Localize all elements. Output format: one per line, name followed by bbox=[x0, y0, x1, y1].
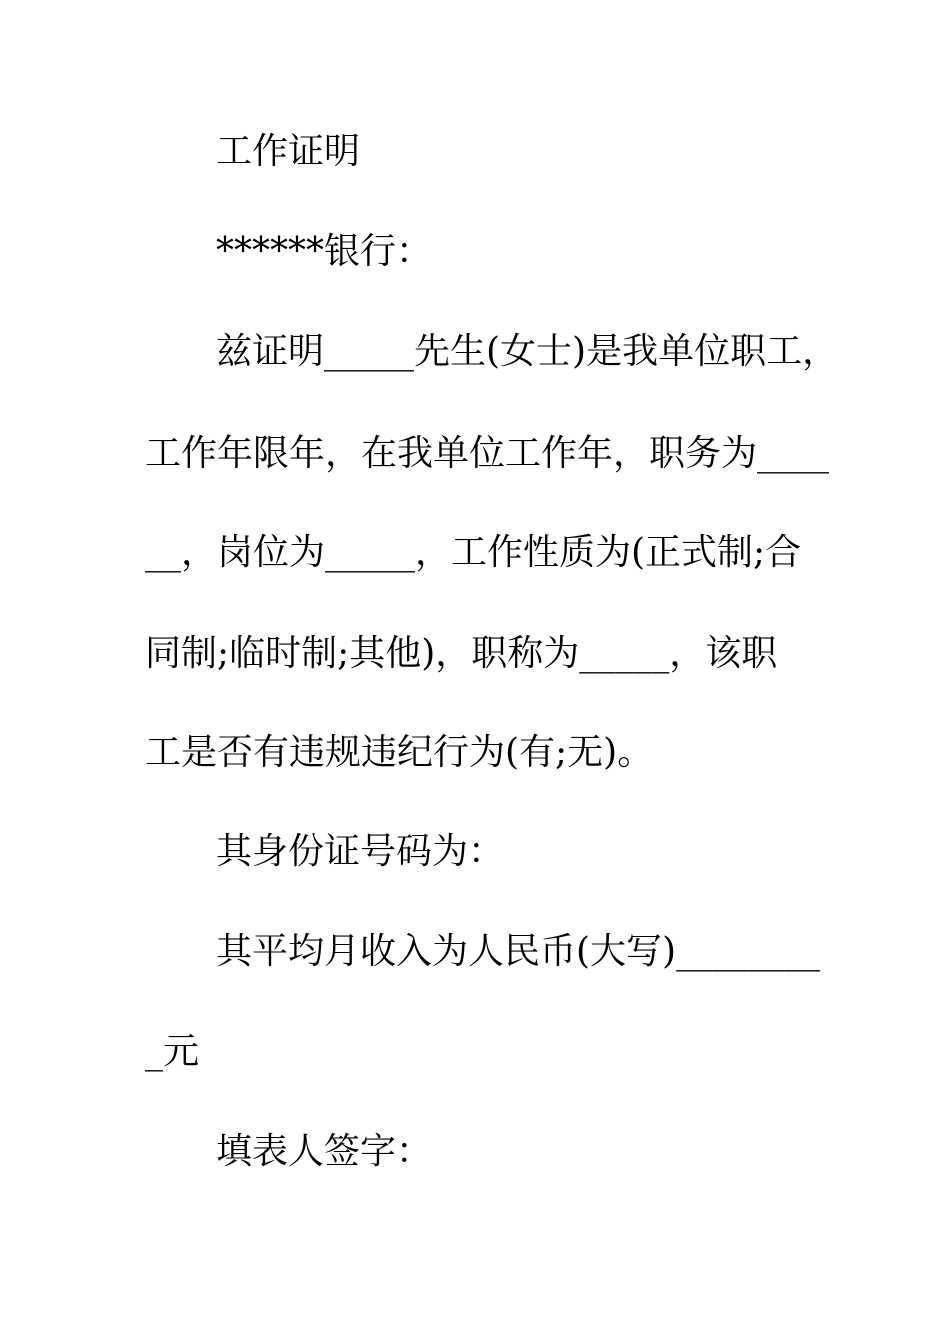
income-line: 其平均月收入为人民币(大写)________ bbox=[216, 931, 821, 972]
body-line: 工是否有违规违纪行为(有;无)。 bbox=[145, 732, 654, 773]
body-line: 工作年限年，在我单位工作年，职务为____ bbox=[145, 433, 830, 474]
body-line: __，岗位为_____，工作性质为(正式制;合 bbox=[145, 532, 802, 573]
signer-label: 填表人签字： bbox=[216, 1131, 433, 1172]
body-line: 兹证明_____先生(女士)是我单位职工， bbox=[216, 331, 839, 372]
income-line-continued: _元 bbox=[145, 1031, 200, 1072]
addressee: ******银行： bbox=[216, 231, 433, 272]
document-title: 工作证明 bbox=[216, 131, 361, 172]
id-number-label: 其身份证号码为： bbox=[216, 831, 505, 872]
body-line: 同制;临时制;其他)，职称为_____，该职 bbox=[145, 633, 778, 674]
